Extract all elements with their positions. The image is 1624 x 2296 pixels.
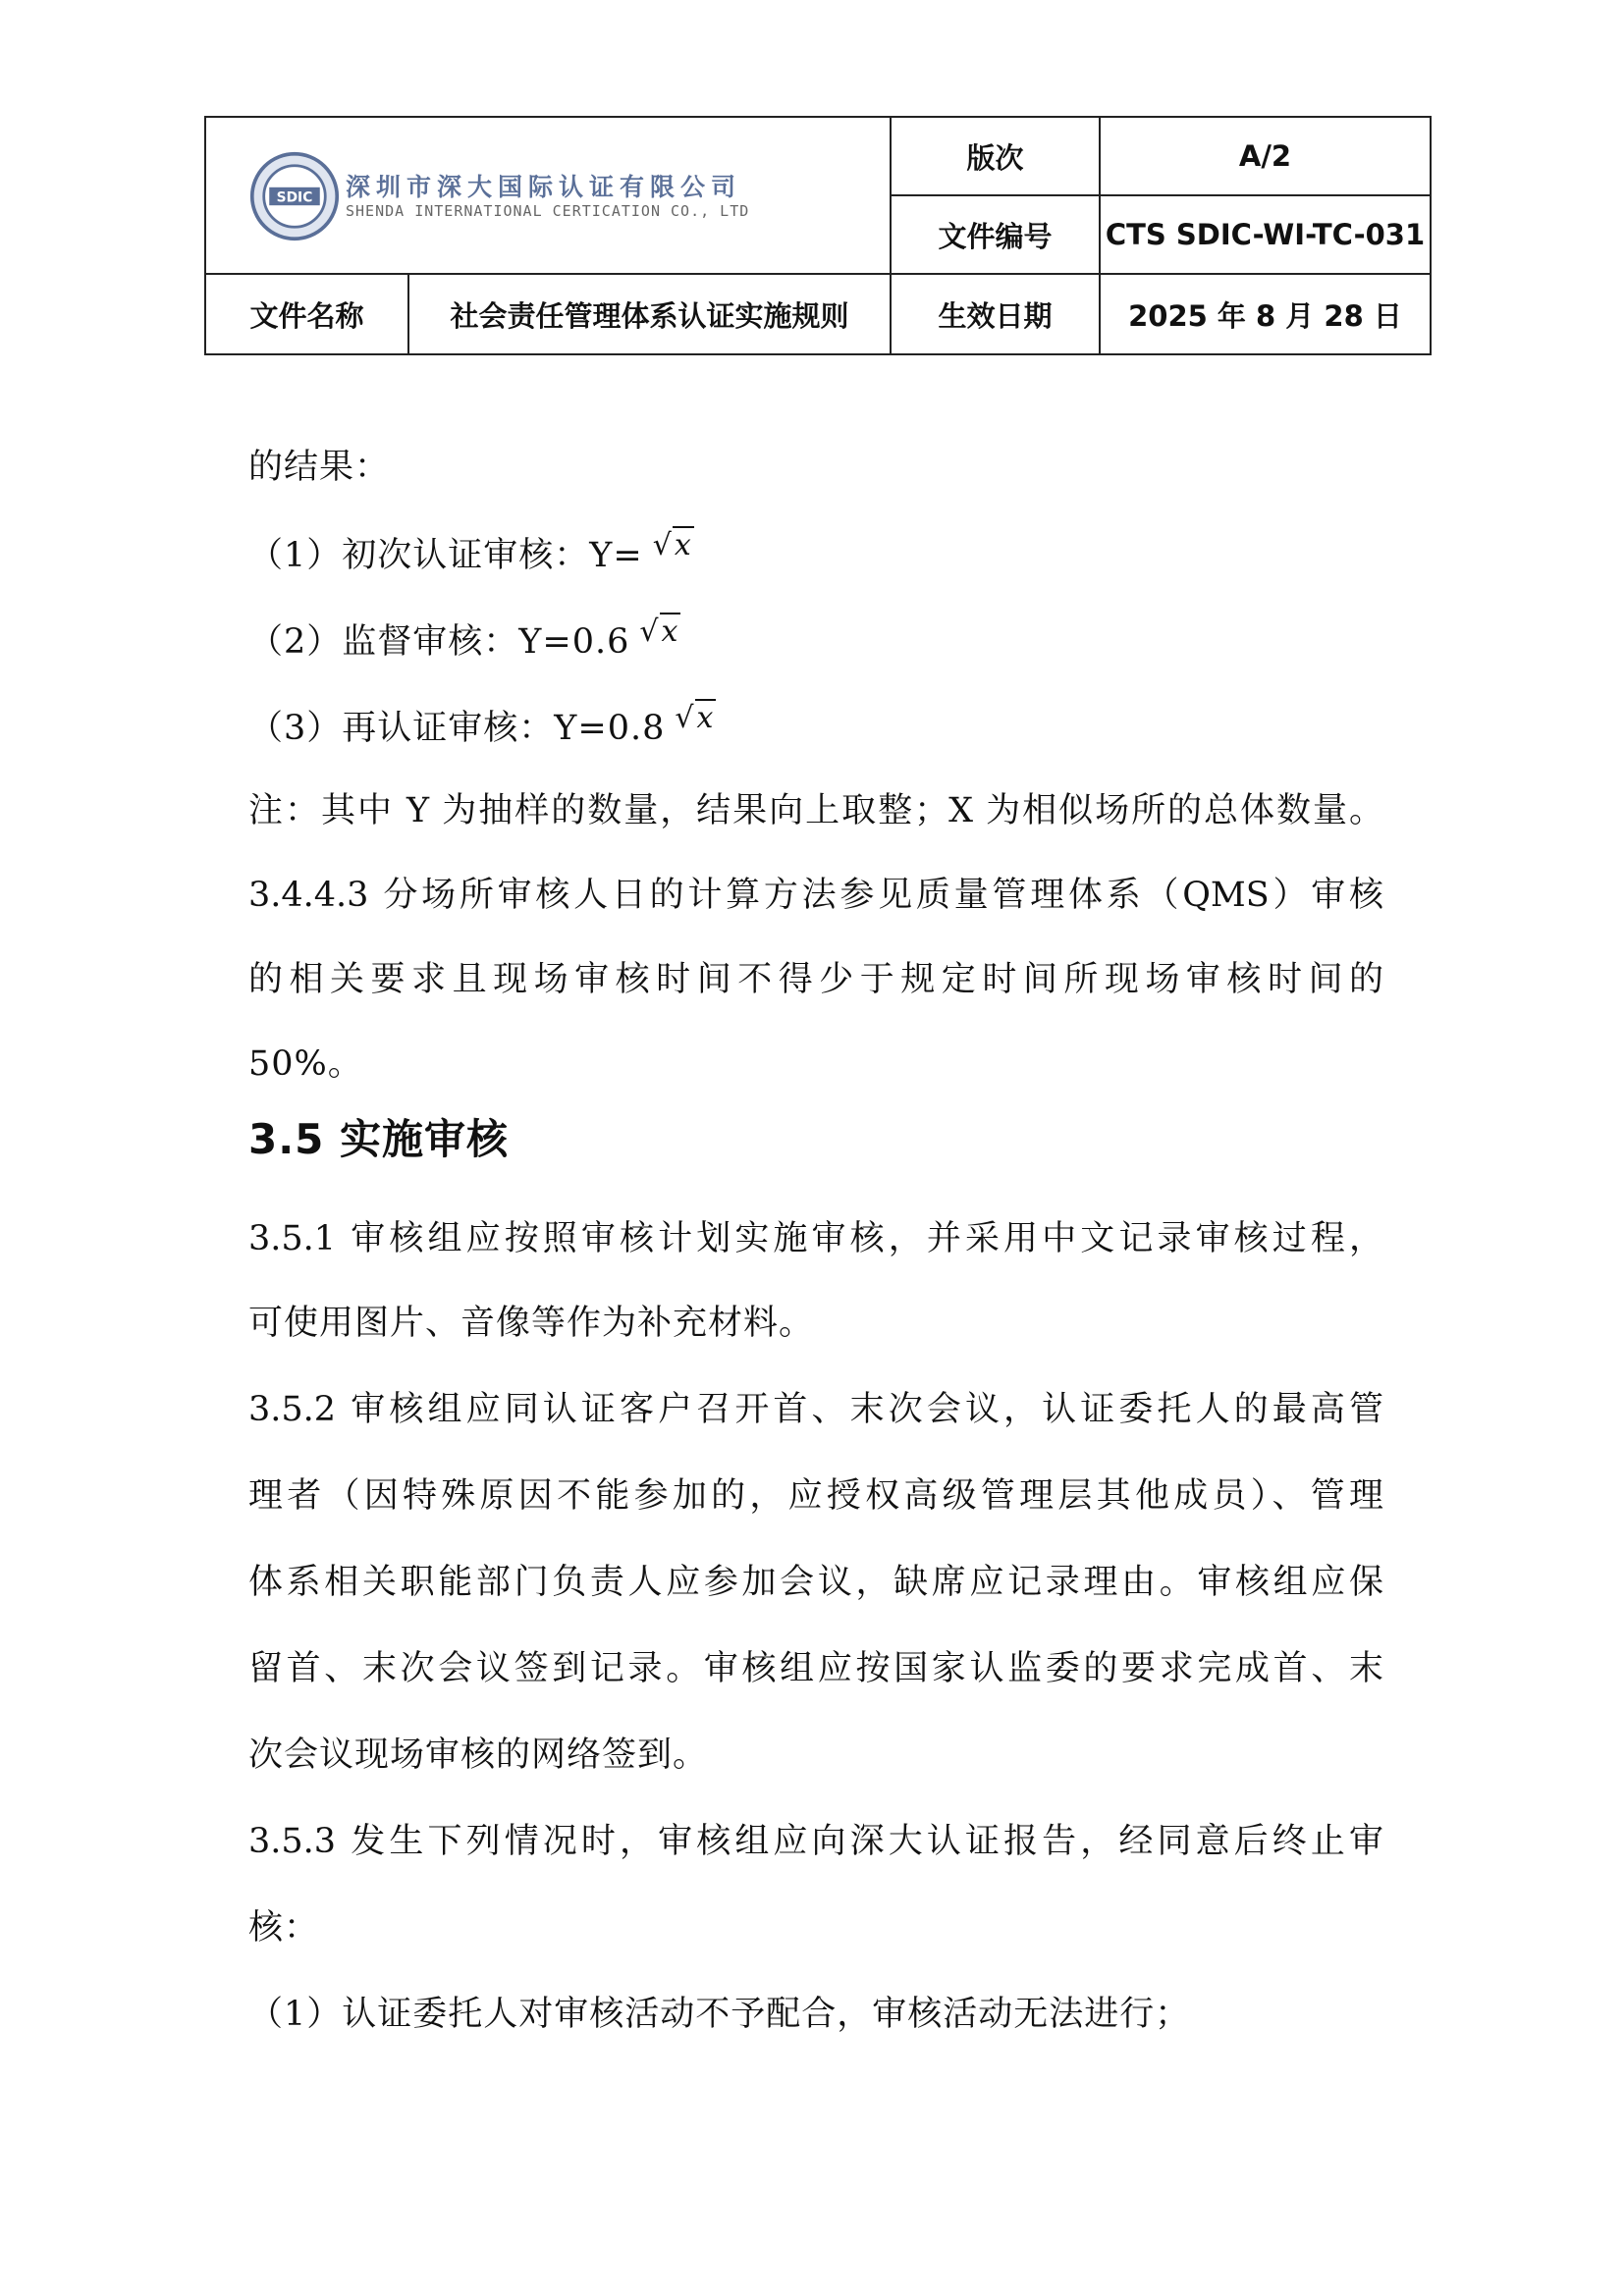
effective-date-label: 生效日期 [891,274,1100,354]
file-name-label: 文件名称 [205,274,408,354]
file-name-value: 社会责任管理体系认证实施规则 [408,274,891,354]
version-label: 版次 [891,117,1100,195]
section-heading-3-5: 3.5 实施审核 [248,1115,510,1163]
doc-number-value: CTS SDIC-WI-TC-031 [1100,195,1431,274]
formula-surveillance-text: （2）监督审核：Y=0.6 [248,622,630,662]
doc-number-label: 文件编号 [891,195,1100,274]
paragraph-3-5-1: 可使用图片、音像等作为补充材料。 [248,1304,815,1343]
paragraph-3-5-2: 留首、末次会议签到记录。审核组应按国家认监委的要求完成首、末 [248,1649,1383,1688]
formula-recertification-text: （3）再认证审核：Y=0.8 [248,709,666,748]
paragraph-3-5-2: 体系相关职能部门负责人应参加会议，缺席应记录理由。审核组应保 [248,1563,1383,1602]
document-header-table [204,116,1432,355]
paragraph-3-5-2: 理者（因特殊原因不能参加的，应授权高级管理层其他成员）、管理 [248,1476,1383,1516]
paragraph-3-5-2: 3.5.2 审核组应同认证客户召开首、末次会议，认证委托人的最高管 [248,1390,1383,1429]
formula-surveillance [248,614,680,666]
company-name-en: SHENDA INTERNATIONAL CERTICATION CO., LTD [346,202,750,221]
paragraph-3-4-4-3: 50%。 [248,1044,363,1084]
paragraph-3-5-3: 3.5.3 发生下列情况时，审核组应向深大认证报告，经同意后终止审 [248,1822,1383,1861]
formula-recertification [248,701,716,752]
version-value: A/2 [1100,117,1431,195]
formula-initial [248,528,694,579]
seal-text: SDIC [276,189,313,206]
effective-date-value: 2025 年 8 月 28 日 [1100,274,1431,354]
sqrt-symbol: √x [639,614,679,649]
company-name-cn: 深圳市深大国际认证有限公司 [346,173,742,201]
company-seal-icon [249,151,340,241]
sqrt-symbol: √x [652,528,692,562]
sqrt-symbol: √x [675,701,715,735]
company-logo-cell [205,117,891,274]
paragraph-3-5-1: 3.5.1 审核组应按照审核计划实施审核，并采用中文记录审核过程， [248,1219,1383,1258]
paragraph-3-4-4-3: 的相关要求且现场审核时间不得少于规定时间所现场审核时间的 [248,960,1383,999]
paragraph-3-5-2: 次会议现场审核的网络签到。 [248,1735,709,1775]
text-line: 的结果： [248,448,391,487]
paragraph-3-5-3: 核： [248,1908,320,1948]
company-logo [249,151,749,241]
formula-initial-text: （1）初次认证审核：Y= [248,536,643,575]
note-line: 注：其中 Y 为抽样的数量，结果向上取整；X 为相似场所的总体数量。 [248,791,1383,830]
paragraph-3-4-4-3: 3.4.4.3 分场所审核人日的计算方法参见质量管理体系（QMS）审核 [248,876,1383,915]
list-item: （1）认证委托人对审核活动不予配合，审核活动无法进行； [248,1995,1191,2034]
